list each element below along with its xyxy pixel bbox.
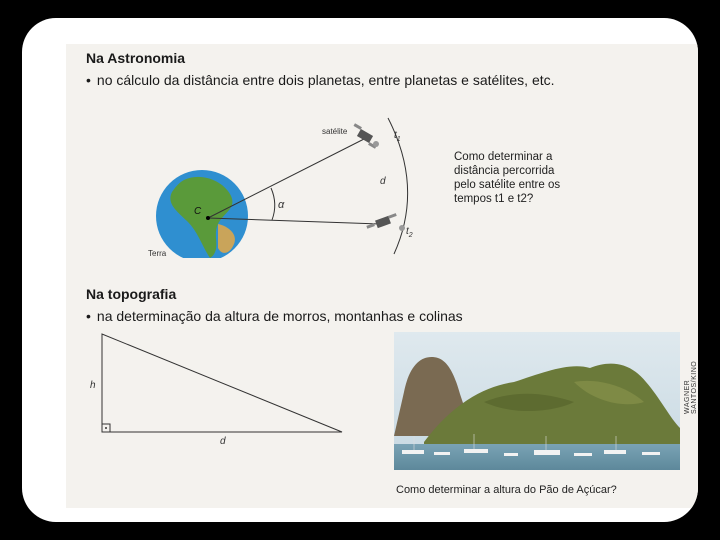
bullet-dot: • [86,308,91,324]
astronomy-bullet-text: no cálculo da distância entre dois planetas, entre planetas e satélites, etc. [96,72,555,88]
label-d-base: d [220,436,226,447]
triangle-diagram [72,330,352,460]
photo-credit: WAGNER SANTOS/KINO [684,360,698,414]
line-to-t1 [208,138,366,218]
astronomy-title: Na Astronomia [86,50,186,66]
satellite-t1-icon [354,123,379,148]
label-c: C [194,206,202,217]
topography-bullet-text: na determinação da altura de morros, montanhas e colinas [96,308,463,324]
topography-bullet [86,308,463,324]
question-line: Como determinar a [454,151,553,163]
satellite-t2-icon [366,213,405,231]
label-h: h [90,380,96,391]
label-satellite: satélite [322,127,348,136]
bullet-dot: • [86,72,91,88]
label-alpha: α [278,199,285,211]
astronomy-question [454,150,594,206]
topography-title: Na topografia [86,286,177,302]
angle-arc [271,188,275,220]
sugarloaf-photo [394,332,680,470]
question-line: pelo satélite entre os [454,179,561,191]
astronomy-bullet [86,72,555,88]
label-t1: $t_1$ [394,130,401,143]
label-d: d [380,176,386,187]
photo-caption: Como determinar a altura do Pão de Açúcar? [396,484,617,496]
question-line: tempos t1 e t2? [454,193,534,205]
question-line: distância percorrida [454,165,555,177]
label-earth: Terra [148,249,167,258]
textbook-scan [66,44,698,508]
slide-background [22,18,698,522]
center-point [206,216,210,220]
label-t2: $t_2$ [406,226,413,239]
right-triangle [102,334,342,432]
